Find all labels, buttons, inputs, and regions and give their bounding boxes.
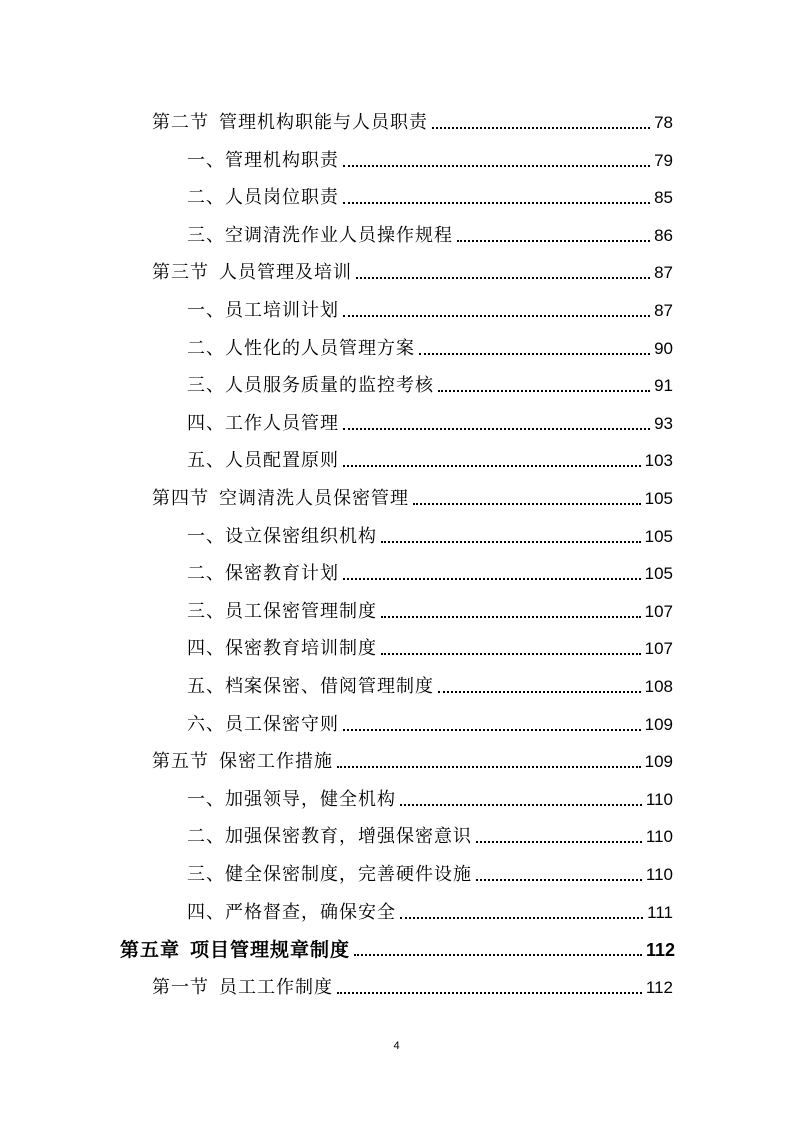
toc-entry-text: 二、人员岗位职责 — [187, 187, 339, 209]
toc-entry-page: 105 — [644, 489, 673, 508]
toc-entry[interactable] — [152, 480, 673, 510]
toc-entry[interactable] — [187, 555, 673, 585]
toc-entry[interactable] — [187, 405, 673, 435]
toc-entry-text: 一、加强领导，健全机构 — [187, 788, 396, 810]
dot-leader — [356, 276, 650, 279]
dot-leader — [400, 803, 642, 806]
toc-entry-text: 保密工作措施 — [219, 751, 333, 773]
toc-entry-title — [152, 262, 352, 284]
toc-entry-text: 二、加强保密教育，增强保密意识 — [187, 826, 472, 848]
toc-entry-page: 107 — [644, 601, 673, 621]
toc-entry-title — [187, 826, 472, 848]
dot-leader — [343, 427, 650, 430]
toc-entry-title — [187, 864, 472, 886]
toc-entry-page: 111 — [647, 902, 673, 922]
toc-entry[interactable] — [187, 217, 673, 247]
toc-entry-text: 三、人员服务质量的监控考核 — [187, 375, 434, 397]
toc-entry-text: 空调清洗人员保密管理 — [219, 488, 409, 509]
toc-entry-text: 一、员工培训计划 — [187, 300, 339, 321]
toc-entry-page: 86 — [654, 225, 673, 245]
dot-leader — [343, 164, 650, 167]
dot-leader — [343, 728, 641, 731]
toc-entry[interactable] — [187, 330, 673, 360]
toc-entry-page: 112 — [645, 977, 673, 997]
toc-entry-page: 105 — [644, 526, 673, 546]
dot-leader — [343, 314, 650, 317]
dot-leader — [419, 352, 650, 355]
dot-leader — [381, 540, 641, 543]
toc-entry[interactable] — [187, 179, 673, 209]
toc-entry-page: 87 — [654, 301, 673, 320]
toc-entry-text: 三、员工保密管理制度 — [187, 600, 377, 622]
toc-entry-title — [187, 789, 396, 811]
toc-entry[interactable] — [187, 518, 673, 548]
toc-entry-title — [152, 751, 333, 773]
toc-entry-text: 四、保密教育培训制度 — [187, 638, 377, 660]
toc-entry-text: 四、严格督查，确保安全 — [187, 901, 396, 923]
toc-entry-label: 第四节 — [152, 488, 209, 509]
toc-entry-title — [187, 638, 377, 660]
toc-entry-page: 93 — [654, 413, 673, 433]
toc-entry[interactable] — [187, 292, 673, 322]
toc-entry-title — [152, 112, 428, 134]
toc-entry-text: 六、员工保密守则 — [187, 713, 339, 735]
toc-entry-title — [187, 150, 339, 172]
toc-entry-page: 90 — [654, 338, 673, 358]
toc-entry[interactable] — [187, 630, 673, 660]
dot-leader — [476, 840, 642, 843]
toc-entry-label: 第五节 — [152, 751, 209, 773]
dot-leader — [337, 991, 642, 994]
toc-entry[interactable] — [187, 781, 673, 811]
toc-entry-label: 第五章 — [120, 939, 181, 962]
toc-entry-page: 78 — [654, 113, 673, 132]
toc-entry[interactable] — [152, 969, 673, 999]
toc-entry-text: 三、健全保密制度，完善硬件设施 — [187, 864, 472, 885]
page-number: 4 — [393, 1040, 400, 1052]
toc-entry-text: 四、工作人员管理 — [187, 412, 339, 434]
dot-leader — [343, 201, 650, 204]
toc-entry[interactable] — [152, 254, 673, 284]
toc-entry-title — [187, 225, 453, 247]
toc-entry-label: 第一节 — [152, 976, 209, 998]
dot-leader — [381, 615, 641, 618]
toc-entry-title — [187, 375, 434, 397]
toc-entry-text: 项目管理规章制度 — [190, 939, 351, 962]
toc-entry-label: 第二节 — [152, 112, 209, 133]
dot-leader — [343, 577, 641, 580]
toc-entry-title — [187, 676, 434, 698]
toc-entry-page: 85 — [654, 188, 673, 208]
toc-entry-title — [152, 977, 333, 999]
dot-leader — [381, 652, 641, 655]
dot-leader — [457, 239, 650, 242]
toc-entry-title — [187, 450, 339, 472]
toc-entry-page: 110 — [645, 827, 673, 847]
toc-entry-label: 第三节 — [152, 262, 209, 284]
toc-entry-page: 112 — [645, 940, 675, 961]
toc-entry-title — [187, 563, 339, 585]
dot-leader — [413, 502, 641, 505]
toc-entry-text: 二、保密教育计划 — [187, 563, 339, 585]
toc-entry-page: 110 — [645, 789, 673, 809]
toc-entry-text: 人员管理及培训 — [219, 262, 352, 284]
toc-entry[interactable] — [187, 818, 673, 848]
toc-entry-page: 107 — [644, 639, 673, 659]
toc-entry[interactable] — [187, 668, 673, 698]
toc-entry-text: 员工工作制度 — [219, 976, 333, 998]
dot-leader — [432, 126, 650, 129]
dot-leader — [337, 765, 641, 768]
dot-leader — [438, 389, 650, 392]
toc-entry-title — [187, 187, 339, 209]
toc-entry[interactable] — [120, 931, 675, 961]
dot-leader — [400, 916, 643, 919]
toc-entry[interactable] — [187, 367, 673, 397]
toc-entry[interactable] — [187, 142, 673, 172]
toc-entry[interactable] — [152, 743, 673, 773]
toc-entry-page: 91 — [654, 376, 673, 396]
toc-entry-title — [187, 338, 415, 360]
toc-entry-text: 五、人员配置原则 — [187, 450, 339, 472]
toc-entry-text: 二、人性化的人员管理方案 — [187, 337, 415, 359]
toc-entry[interactable] — [187, 706, 673, 736]
toc-entry-text: 五、档案保密、借阅管理制度 — [187, 676, 434, 697]
dot-leader — [476, 878, 642, 881]
toc-entry-title — [187, 601, 377, 623]
dot-leader — [438, 690, 641, 693]
toc-entry-text: 三、空调清洗作业人员操作规程 — [187, 224, 453, 246]
toc-entry-page: 87 — [654, 263, 673, 283]
toc-entry-page: 105 — [644, 564, 673, 584]
dot-leader — [343, 464, 641, 467]
toc-entry-page: 79 — [654, 150, 673, 170]
toc-entry-page: 110 — [645, 865, 673, 884]
toc-entry-page: 109 — [644, 752, 673, 772]
toc-entry-title — [120, 939, 350, 961]
toc-entry-text: 一、设立保密组织机构 — [187, 525, 377, 547]
toc-entry[interactable] — [152, 104, 673, 134]
toc-entry[interactable] — [187, 442, 673, 472]
toc-entry-page: 108 — [644, 677, 673, 696]
toc-entry-title — [152, 488, 409, 510]
toc-entry-title — [187, 413, 339, 435]
toc-entry[interactable] — [187, 894, 673, 924]
toc-entry-page: 103 — [644, 451, 673, 471]
toc-entry-title — [187, 902, 396, 924]
toc-entry-text: 一、管理机构职责 — [187, 149, 339, 171]
toc-entry-title — [187, 300, 339, 322]
toc-entry-text: 管理机构职能与人员职责 — [219, 112, 428, 133]
dot-leader — [354, 953, 642, 956]
toc-entry-title — [187, 526, 377, 548]
toc-entry[interactable] — [187, 593, 673, 623]
toc-entry-title — [187, 714, 339, 736]
toc-entry-page: 109 — [644, 714, 673, 734]
toc-entry[interactable] — [187, 856, 673, 886]
